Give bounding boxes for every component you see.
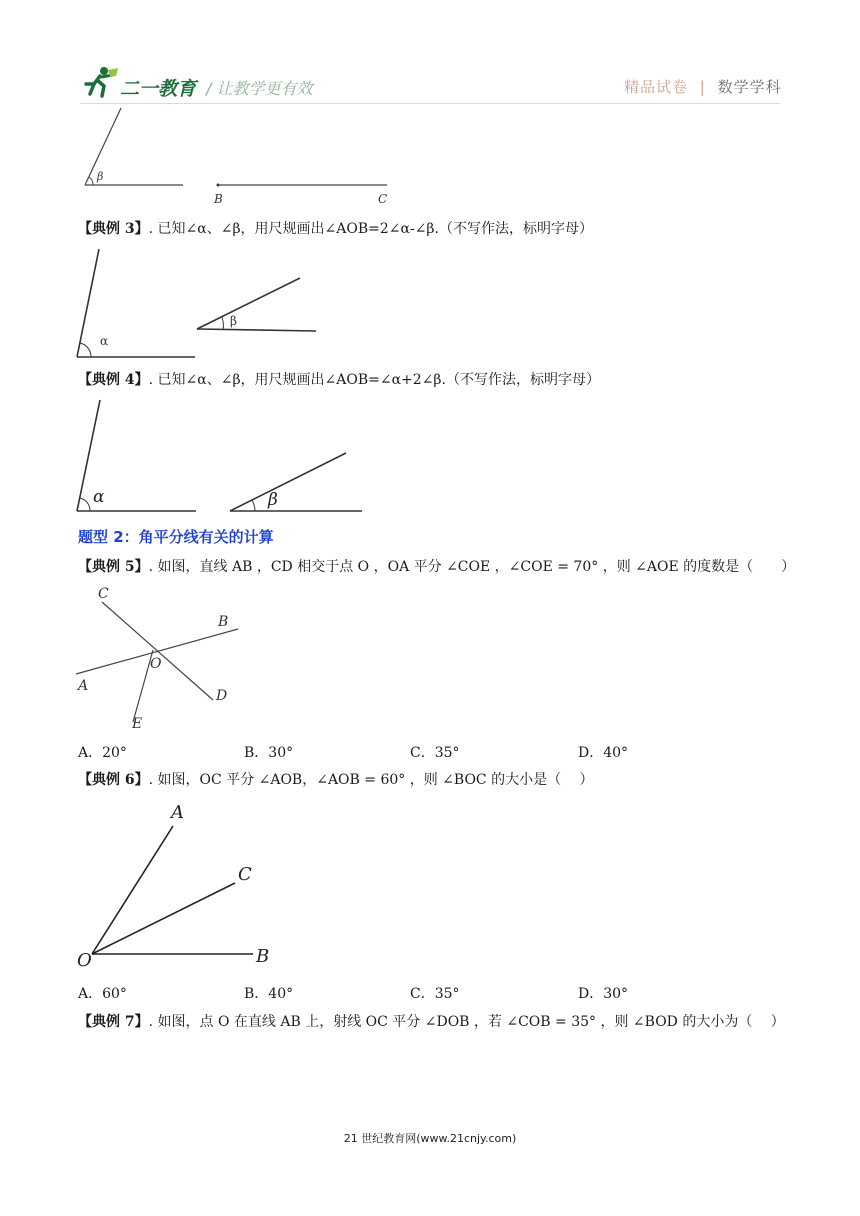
label-e: E xyxy=(132,716,143,732)
figure-angle-beta-and-segment-bc xyxy=(75,100,405,210)
beta-label: β xyxy=(268,490,278,510)
example-5-option-b: B．30° xyxy=(244,745,294,761)
label-a: A xyxy=(171,802,184,823)
figure-5-intersecting-lines xyxy=(70,582,250,732)
figure-3-angles xyxy=(70,245,340,365)
runner-logo-icon xyxy=(80,66,120,98)
label-o: O xyxy=(150,656,162,672)
ray-oa xyxy=(92,826,173,954)
label-b: B xyxy=(256,946,270,967)
example-3-text: . 已知∠α、∠β，用尺规画出∠AOB=2∠α-∠β.（不写作法，标明字母） xyxy=(148,221,593,237)
figure-4-angles xyxy=(70,395,370,517)
line-cd xyxy=(102,602,213,700)
premium-label: 精品试卷 xyxy=(624,78,689,96)
example-5-option-c: C．35° xyxy=(410,745,460,761)
alpha-ray-slanted xyxy=(77,249,99,357)
label-d: D xyxy=(216,688,228,704)
example-6-option-d: D．30° xyxy=(578,986,629,1002)
example-5-tag: 【典例 5】 xyxy=(78,559,149,575)
brand-name: 二一教育 xyxy=(120,78,197,100)
label-c: C xyxy=(378,192,388,206)
header-separator: | xyxy=(699,78,706,96)
example-6-option-a: A．60° xyxy=(78,986,127,1002)
figure-6-angle-bisector xyxy=(70,796,290,976)
beta-label: β xyxy=(230,314,237,328)
example-6-text: . 如图，OC 平分 ∠AOB，∠AOB = 60° ，则 ∠BOC 的大小是（ ） xyxy=(148,772,594,788)
label-o: O xyxy=(77,950,92,971)
subject-label: 数学学科 xyxy=(717,78,782,96)
example-5-text: . 如图，直线 AB ，CD 相交于点 O ，OA 平分 ∠COE ，∠COE = 70° ，则 ∠AOE 的度数是（ ） xyxy=(148,559,796,575)
label-a: A xyxy=(78,678,89,694)
beta-arc xyxy=(222,317,223,330)
example-7-text: . 如图，点 O 在直线 AB 上，射线 OC 平分 ∠DOB ，若 ∠COB = 35° ，则 ∠BOD 的大小为（ ） xyxy=(148,1014,785,1030)
brand-slogan: / 让教学更有效 xyxy=(206,79,313,98)
alpha-label: α xyxy=(100,334,109,348)
alpha-arc xyxy=(80,498,90,511)
example-5-option-d: D．40° xyxy=(578,745,629,761)
example-6 xyxy=(78,770,594,790)
example-6-option-c: C．35° xyxy=(410,986,460,1002)
beta-ray-lower xyxy=(197,329,316,331)
example-6-option-b: B．40° xyxy=(244,986,294,1002)
label-c: C xyxy=(98,586,109,602)
example-5 xyxy=(78,557,795,577)
section-title: 题型 2：角平分线有关的计算 xyxy=(78,528,274,546)
ray-oc xyxy=(92,883,235,954)
beta-ray-upper xyxy=(197,278,300,329)
beta-arc xyxy=(252,500,255,511)
example-6-tag: 【典例 6】 xyxy=(78,772,149,788)
beta-label: β xyxy=(97,170,104,183)
example-3 xyxy=(78,219,593,239)
example-7 xyxy=(78,1012,785,1032)
beta-ray-upper xyxy=(230,453,346,511)
example-4-text: . 已知∠α、∠β，用尺规画出∠AOB=∠α+2∠β.（不写作法，标明字母） xyxy=(148,372,600,388)
example-3-tag: 【典例 3】 xyxy=(78,221,149,237)
label-c: C xyxy=(238,864,252,885)
alpha-label: α xyxy=(93,487,105,507)
example-5-option-a: A．20° xyxy=(78,745,127,761)
label-b: B xyxy=(214,192,223,206)
alpha-arc xyxy=(80,343,91,357)
example-4 xyxy=(78,370,600,390)
page-footer: 21 世纪教育网(www.21cnjy.com) xyxy=(343,1132,517,1145)
example-7-tag: 【典例 7】 xyxy=(78,1014,149,1030)
label-b: B xyxy=(218,614,229,630)
header-right xyxy=(624,76,782,97)
beta-arc xyxy=(89,177,93,185)
example-4-tag: 【典例 4】 xyxy=(78,372,149,388)
